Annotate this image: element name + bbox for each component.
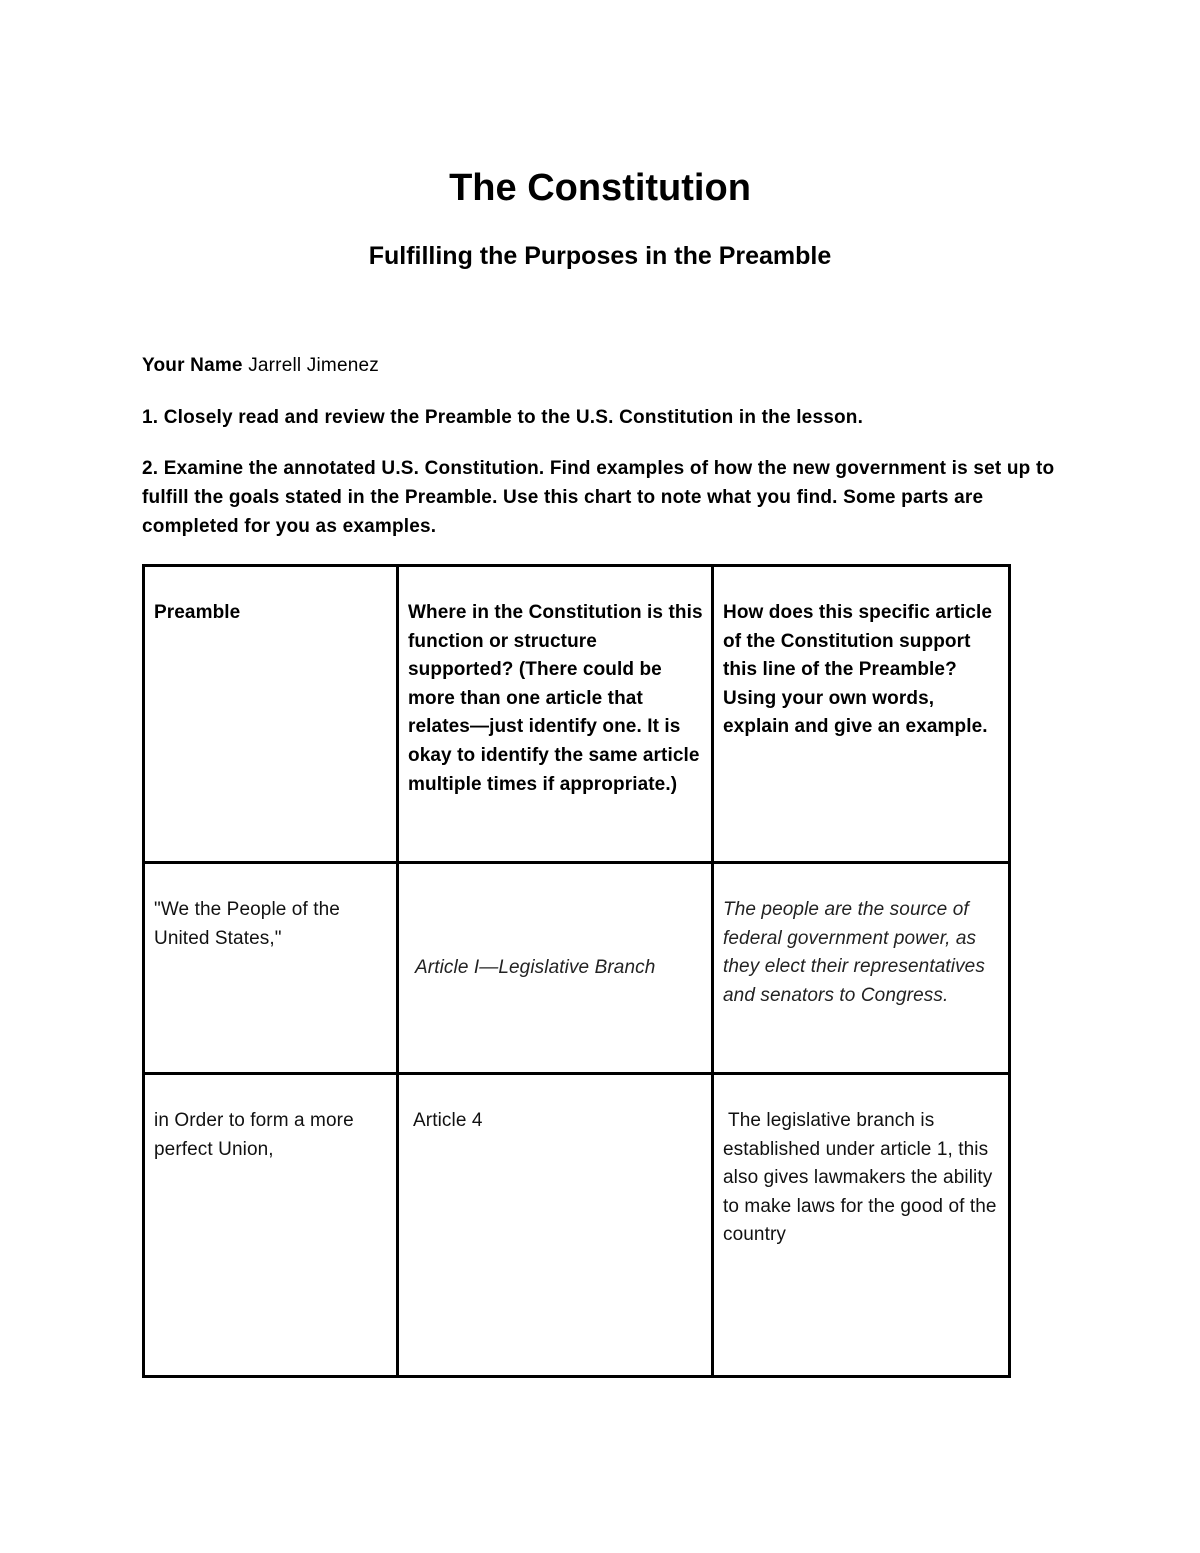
table-header-row	[144, 566, 1010, 863]
preamble-chart	[142, 564, 1011, 1378]
header-preamble: Preamble	[144, 566, 398, 863]
page-subtitle: Fulfilling the Purposes in the Preamble	[368, 242, 832, 270]
instruction-1: 1. Closely read and review the Preamble to the U.S. Constitution in the lesson.	[142, 407, 864, 428]
cell-article	[398, 1074, 713, 1377]
name-value: Jarrell Jimenez	[248, 355, 379, 376]
cell-explanation	[713, 1074, 1010, 1377]
name-label: Your Name	[142, 355, 243, 376]
page-title: The Constitution	[449, 167, 751, 209]
cell-preamble: in Order to form a more perfect Union,	[144, 1074, 398, 1377]
header-how-supports: How does this specific article of the Constitution support this line of the Preamble? Using your own words, explain and give an example.	[713, 566, 1010, 863]
header-where-in-constitution: Where in the Constitution is this function or structure supported? (There could be more than one article that relates—just identify one. It is okay to identify the same article multiple times if appropriate.)	[398, 566, 713, 863]
table-row	[144, 1074, 1010, 1377]
instruction-2: 2. Examine the annotated U.S. Constitution. Find examples of how the new government is set up to fulfill the goals stated in the Preamble. Use this chart to note what you find. Some parts are completed for you as examples.	[142, 458, 1055, 537]
cell-preamble: "We the People of the United States,"	[144, 863, 398, 1074]
cell-article-text: Article 4	[413, 1110, 483, 1131]
student-name-line	[142, 353, 379, 379]
cell-explanation-text: The legislative branch is established under article 1, this also gives lawmakers the ability to make laws for the good of the country	[723, 1110, 997, 1246]
cell-explanation: The people are the source of federal government power, as they elect their representatives and senators to Congress.	[713, 863, 1010, 1074]
table-row	[144, 863, 1010, 1074]
cell-article	[398, 863, 713, 1074]
cell-article-text: Article I—Legislative Branch	[415, 956, 656, 978]
